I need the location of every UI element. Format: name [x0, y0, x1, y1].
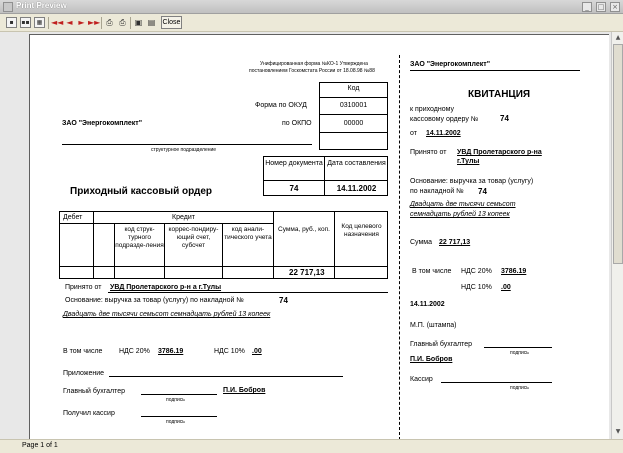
vat10-label: НДС 10%	[214, 348, 245, 355]
receipt-vat10-value: .00	[501, 284, 511, 291]
receipt-vat20-value: 3786.19	[501, 268, 527, 275]
receipt-title: КВИТАНЦИЯ	[468, 89, 531, 100]
received-from: УВД Пролетарского р-н а г.Тулы	[110, 284, 222, 291]
received-from-line	[108, 292, 388, 293]
multi-page-icon[interactable]: ▦	[34, 17, 45, 28]
receipt-amount-words-1: Двадцать две тысячи семьсот	[410, 201, 516, 208]
receipt-date: 14.11.2002	[426, 130, 461, 137]
col-sum-header: Сумма, руб., коп.	[278, 226, 330, 233]
doc-box-divider	[263, 180, 388, 181]
order-title: Приходный кассовый ордер	[70, 186, 212, 197]
toolbar-separator	[101, 17, 102, 29]
close-preview-button[interactable]: Close	[161, 16, 182, 29]
preview-viewport[interactable]	[0, 32, 623, 439]
status-bar	[0, 439, 623, 453]
page-indicator: Page 1 of 1	[22, 442, 58, 449]
vat10-value: .00	[252, 348, 262, 355]
previous-page-icon[interactable]: ◄	[66, 18, 73, 27]
table-divider	[93, 211, 94, 279]
receipt-amount-words-2: семнадцать рублей 13 копеек	[410, 211, 510, 218]
form-header-line2: постановлением Госкомстата России от 18.08.98 №88	[249, 68, 375, 74]
first-page-icon[interactable]: ◄◄	[51, 18, 64, 27]
department-line	[62, 144, 312, 145]
doc-date: 14.11.2002	[336, 184, 377, 193]
receipt-organization: ЗАО "Энергокомплект"	[410, 61, 491, 68]
window-title: Print Preview	[16, 1, 67, 10]
cashier-signature-caption: подпись	[166, 419, 185, 425]
toolbar-separator	[48, 17, 49, 29]
receipt-date2: 14.11.2002	[410, 301, 445, 308]
table-divider	[273, 211, 274, 279]
department-caption: структурное подразделение	[151, 147, 217, 153]
minimize-button[interactable]: _	[582, 2, 592, 12]
chief-signature-line	[141, 394, 217, 395]
code-label: Код	[347, 85, 360, 92]
code-box-divider	[319, 97, 388, 98]
basis-label: Основание: выручка за товар (услугу) по накладной №	[65, 297, 244, 304]
toolbar-separator	[130, 17, 131, 29]
receipt-sum-label: Сумма	[410, 239, 432, 246]
doc-date-header: Дата составления	[327, 160, 386, 167]
table-divider	[59, 223, 273, 224]
chief-signature-caption: подпись	[166, 397, 185, 403]
col-purpose-header: Код целевого назначения	[341, 223, 382, 238]
receipt-vat20-label: НДС 20%	[461, 268, 492, 275]
attachment-line	[109, 376, 343, 377]
chief-accountant-label: Главный бухгалтер	[63, 388, 125, 395]
scroll-up-icon[interactable]: ▲	[615, 34, 621, 41]
receipt-chief-accountant-name: П.И. Бобров	[410, 356, 453, 363]
preview-page	[29, 34, 609, 439]
okpo-value: 00000	[343, 120, 364, 127]
title-bar	[0, 0, 623, 14]
received-from-label: Принято от	[65, 284, 102, 291]
vat20-label: НДС 20%	[119, 348, 150, 355]
scroll-thumb[interactable]	[613, 44, 623, 264]
basis-number: 74	[279, 296, 288, 305]
cashier-label: Получил кассир	[63, 410, 115, 417]
col-corr-header: коррес-пондиру-ющий счет, субсчет	[168, 226, 219, 249]
debit-header: Дебет	[63, 214, 83, 221]
receipt-cashier-line	[441, 382, 552, 383]
vat20-value: 3786.19	[158, 348, 184, 355]
close-window-button[interactable]: ×	[610, 2, 620, 12]
two-page-icon[interactable]: ▪▪	[21, 19, 30, 26]
toolbar	[0, 14, 623, 32]
save-icon[interactable]: ▣	[134, 18, 143, 27]
receipt-vat10-label: НДС 10%	[461, 284, 492, 291]
attachment-label: Приложение	[63, 370, 105, 377]
receipt-chief-signature-caption: подпись	[510, 350, 529, 356]
doc-number: 74	[289, 184, 299, 193]
col-analytic-header: код анали-тического учета	[224, 226, 272, 241]
receipt-received-from-label: Принято от	[410, 149, 447, 156]
code-box-divider	[319, 114, 388, 115]
receipt-order-label: кассовому ордеру №	[410, 116, 479, 123]
receipt-line1: к приходному	[410, 106, 454, 113]
okud-label: Форма по ОКУД	[255, 102, 307, 109]
receipt-order-number: 74	[500, 114, 509, 123]
app-icon	[3, 2, 13, 12]
receipt-including-label: В том числе	[412, 268, 452, 275]
receipt-basis-1: Основание: выручка за товар (услугу)	[410, 178, 534, 185]
scroll-down-icon[interactable]: ▼	[615, 428, 621, 435]
receipt-cashier-caption: подпись	[510, 385, 529, 391]
printer-icon[interactable]: ⎙	[106, 18, 113, 27]
okud-value: 0310001	[339, 102, 368, 109]
receipt-received-from-1: УВД Пролетарского р-на	[457, 149, 542, 156]
form-header-line1: Унифицированная форма №КО-1 Утверждена	[260, 61, 368, 67]
receipt-received-from-2: г.Тулы	[457, 158, 480, 165]
maximize-button[interactable]: □	[597, 3, 605, 11]
credit-header: Кредит	[172, 214, 195, 221]
sum-value: 22 717,13	[289, 268, 325, 277]
printer-setup-icon[interactable]: ⎙	[119, 18, 126, 27]
receipt-from-label: от	[410, 130, 417, 137]
chief-accountant-name: П.И. Бобров	[223, 387, 266, 394]
doc-number-header: Номер документа	[265, 160, 323, 167]
ledger-table	[59, 211, 388, 279]
last-page-icon[interactable]: ►►	[88, 18, 101, 27]
cashier-signature-line	[141, 416, 217, 417]
code-box	[319, 82, 388, 150]
receipt-basis-2: по накладной №	[410, 188, 464, 195]
col-struct-header: код струк-турного подразде-ления	[115, 226, 164, 249]
page-view-icon[interactable]: ▪	[6, 17, 17, 28]
okpo-label: по ОКПО	[282, 120, 312, 127]
cut-line	[399, 55, 400, 439]
receipt-basis-number: 74	[478, 187, 487, 196]
including-label: В том числе	[63, 348, 103, 355]
receipt-sum-value: 22 717,13	[439, 239, 471, 246]
vertical-scrollbar[interactable]	[611, 32, 623, 439]
open-icon[interactable]: ▤	[147, 18, 156, 27]
table-divider	[59, 266, 388, 267]
receipt-stamp-label: М.П. (штампа)	[410, 322, 457, 329]
next-page-icon[interactable]: ►	[78, 18, 85, 27]
receipt-org-line	[410, 70, 580, 71]
receipt-chief-signature-line	[484, 347, 552, 348]
organization-name: ЗАО "Энергокомплект"	[62, 120, 143, 127]
amount-in-words: Двадцать две тысячи семьсот семнадцать рублей 13 копеек	[63, 311, 271, 318]
receipt-chief-accountant-label: Главный бухгалтер	[410, 341, 472, 348]
code-box-divider	[319, 132, 388, 133]
table-divider	[334, 211, 335, 279]
receipt-cashier-label: Кассир	[410, 376, 433, 383]
